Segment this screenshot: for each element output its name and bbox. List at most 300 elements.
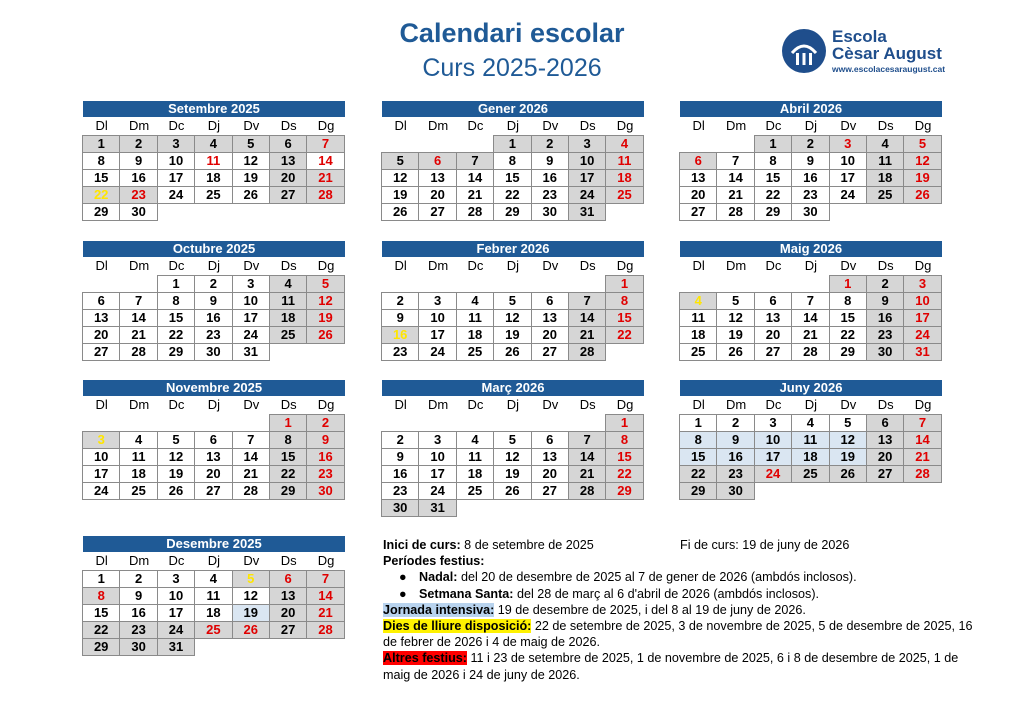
- calendar-legend: [383, 537, 983, 683]
- day-cell: 26: [716, 343, 754, 361]
- day-cell: 2: [194, 275, 232, 293]
- course-start: Inici de curs: 8 de setembre de 2025: [383, 538, 594, 552]
- day-cell: 12: [232, 152, 270, 170]
- course-end: Fi de curs: 19 de juny de 2026: [680, 538, 850, 552]
- page-subtitle: Curs 2025-2026: [422, 54, 602, 82]
- day-cell: 18: [119, 465, 157, 483]
- day-cell: 12: [493, 309, 531, 327]
- month-calendar: [680, 380, 942, 499]
- day-cell: 6: [866, 414, 904, 432]
- weekday-label: Dj: [804, 258, 817, 273]
- day-cell: 23: [194, 326, 232, 344]
- day-cell: 7: [568, 292, 606, 310]
- day-cell: 23: [119, 621, 157, 639]
- day-cell: 30: [119, 203, 157, 221]
- day-grid: [83, 135, 345, 220]
- day-cell: 11: [269, 292, 307, 310]
- empty-cell: [418, 275, 456, 293]
- day-cell: 14: [716, 169, 754, 187]
- day-cell: 5: [903, 135, 941, 153]
- day-cell: 22: [82, 621, 120, 639]
- empty-cell: [568, 275, 606, 293]
- weekday-label: Dm: [128, 258, 150, 273]
- day-cell: 13: [418, 169, 456, 187]
- day-cell: 14: [791, 309, 829, 327]
- day-cell: 22: [493, 186, 531, 204]
- empty-cell: [381, 135, 419, 153]
- day-cell: 13: [269, 152, 307, 170]
- day-cell: 26: [903, 186, 941, 204]
- month-title: Octubre 2025: [83, 241, 345, 257]
- weekday-label: Dc: [168, 397, 185, 412]
- weekday-label: Ds: [280, 118, 297, 133]
- day-cell: 27: [754, 343, 792, 361]
- day-cell: 20: [754, 326, 792, 344]
- day-cell: 9: [791, 152, 829, 170]
- weekday-label: Dg: [616, 258, 634, 273]
- day-cell: 3: [754, 414, 792, 432]
- day-cell: 18: [605, 169, 643, 187]
- day-cell: 16: [381, 465, 419, 483]
- day-cell: 17: [82, 465, 120, 483]
- day-cell: 11: [456, 309, 494, 327]
- day-cell: 21: [791, 326, 829, 344]
- day-cell: 11: [791, 431, 829, 449]
- day-cell: 14: [456, 169, 494, 187]
- month-calendar: [83, 536, 345, 655]
- day-cell: 2: [119, 135, 157, 153]
- day-cell: 31: [232, 343, 270, 361]
- empty-cell: [82, 275, 120, 293]
- weekday-label: Dj: [506, 258, 519, 273]
- day-cell: 28: [232, 482, 270, 500]
- day-cell: 7: [903, 414, 941, 432]
- day-cell: 15: [829, 309, 867, 327]
- day-cell: 10: [568, 152, 606, 170]
- weekday-label: Ds: [579, 258, 596, 273]
- day-cell: 18: [866, 169, 904, 187]
- day-cell: 1: [829, 275, 867, 293]
- day-cell: 13: [194, 448, 232, 466]
- day-cell: 1: [679, 414, 717, 432]
- day-cell: 11: [194, 152, 232, 170]
- day-cell: 15: [493, 169, 531, 187]
- weekday-label: Dc: [765, 118, 782, 133]
- day-cell: 25: [194, 621, 232, 639]
- day-cell: 5: [381, 152, 419, 170]
- day-grid: [83, 414, 345, 499]
- day-cell: 2: [381, 292, 419, 310]
- day-cell: 10: [418, 309, 456, 327]
- day-cell: 10: [754, 431, 792, 449]
- day-cell: 10: [157, 587, 195, 605]
- day-cell: 13: [531, 448, 569, 466]
- weekday-label: Dl: [95, 397, 108, 412]
- day-cell: 30: [866, 343, 904, 361]
- weekday-header: [680, 396, 942, 414]
- weekday-label: Dc: [765, 397, 782, 412]
- day-cell: 19: [493, 326, 531, 344]
- weekday-label: Dc: [467, 258, 484, 273]
- day-cell: 16: [194, 309, 232, 327]
- day-cell: 18: [194, 169, 232, 187]
- day-cell: 21: [716, 186, 754, 204]
- day-cell: 4: [791, 414, 829, 432]
- logo-name-line2: Cèsar August: [832, 44, 942, 63]
- day-cell: 1: [754, 135, 792, 153]
- day-cell: 22: [82, 186, 120, 204]
- day-cell: 7: [306, 135, 344, 153]
- weekday-label: Dj: [506, 118, 519, 133]
- month-calendar: [83, 380, 345, 499]
- day-cell: 28: [119, 343, 157, 361]
- day-cell: 12: [306, 292, 344, 310]
- day-cell: 20: [418, 186, 456, 204]
- day-cell: 25: [866, 186, 904, 204]
- day-cell: 27: [82, 343, 120, 361]
- day-cell: 4: [194, 135, 232, 153]
- day-cell: 29: [493, 203, 531, 221]
- day-cell: 26: [493, 343, 531, 361]
- day-cell: 19: [306, 309, 344, 327]
- day-cell: 9: [716, 431, 754, 449]
- day-cell: 22: [269, 465, 307, 483]
- weekday-label: Dv: [243, 118, 260, 133]
- day-cell: 15: [605, 309, 643, 327]
- day-cell: 11: [194, 587, 232, 605]
- weekday-label: Dj: [207, 553, 220, 568]
- day-cell: 16: [306, 448, 344, 466]
- empty-cell: [456, 414, 494, 432]
- day-cell: 15: [269, 448, 307, 466]
- day-cell: 3: [157, 135, 195, 153]
- weekday-label: Dg: [914, 118, 932, 133]
- weekday-label: Dm: [725, 118, 747, 133]
- month-title: Maig 2026: [680, 241, 942, 257]
- weekday-header: [83, 396, 345, 414]
- day-cell: 23: [716, 465, 754, 483]
- day-cell: 17: [754, 448, 792, 466]
- day-cell: 7: [232, 431, 270, 449]
- day-cell: 11: [866, 152, 904, 170]
- day-cell: 6: [82, 292, 120, 310]
- empty-cell: [232, 414, 270, 432]
- day-cell: 11: [456, 448, 494, 466]
- day-cell: 16: [791, 169, 829, 187]
- day-cell: 12: [381, 169, 419, 187]
- empty-cell: [418, 414, 456, 432]
- day-cell: 29: [679, 482, 717, 500]
- day-cell: 24: [903, 326, 941, 344]
- day-cell: 4: [456, 431, 494, 449]
- weekday-label: Dg: [317, 118, 335, 133]
- weekday-label: Dm: [128, 397, 150, 412]
- day-cell: 23: [381, 343, 419, 361]
- day-cell: 25: [269, 326, 307, 344]
- day-cell: 24: [418, 482, 456, 500]
- day-cell: 24: [157, 621, 195, 639]
- month-title: Desembre 2025: [83, 536, 345, 552]
- day-cell: 9: [194, 292, 232, 310]
- day-cell: 26: [157, 482, 195, 500]
- day-cell: 23: [866, 326, 904, 344]
- day-cell: 11: [605, 152, 643, 170]
- day-cell: 22: [605, 465, 643, 483]
- weekday-label: Dm: [725, 258, 747, 273]
- day-cell: 19: [716, 326, 754, 344]
- day-cell: 2: [531, 135, 569, 153]
- empty-cell: [716, 135, 754, 153]
- day-grid: [83, 275, 345, 360]
- day-cell: 13: [531, 309, 569, 327]
- empty-cell: [381, 414, 419, 432]
- day-cell: 5: [493, 292, 531, 310]
- day-cell: 7: [568, 431, 606, 449]
- day-cell: 20: [269, 169, 307, 187]
- empty-cell: [679, 275, 717, 293]
- day-cell: 6: [418, 152, 456, 170]
- day-cell: 8: [157, 292, 195, 310]
- weekday-label: Dv: [840, 397, 857, 412]
- day-cell: 3: [568, 135, 606, 153]
- day-cell: 18: [456, 465, 494, 483]
- weekday-label: Dj: [207, 258, 220, 273]
- day-cell: 12: [829, 431, 867, 449]
- weekday-label: Dl: [394, 118, 407, 133]
- day-cell: 24: [829, 186, 867, 204]
- month-calendar: [680, 101, 942, 220]
- day-cell: 21: [903, 448, 941, 466]
- empty-cell: [716, 275, 754, 293]
- logo-url: www.escolacesaraugust.cat: [832, 64, 946, 74]
- day-cell: 11: [119, 448, 157, 466]
- day-cell: 7: [306, 570, 344, 588]
- day-cell: 14: [119, 309, 157, 327]
- day-cell: 20: [531, 465, 569, 483]
- weekday-label: Dg: [317, 553, 335, 568]
- empty-cell: [82, 414, 120, 432]
- day-cell: 18: [269, 309, 307, 327]
- day-cell: 2: [866, 275, 904, 293]
- day-cell: 1: [157, 275, 195, 293]
- day-cell: 4: [194, 570, 232, 588]
- day-cell: 27: [531, 343, 569, 361]
- day-cell: 1: [605, 275, 643, 293]
- day-cell: 6: [194, 431, 232, 449]
- day-cell: 5: [157, 431, 195, 449]
- weekday-label: Dg: [914, 258, 932, 273]
- weekday-label: Ds: [579, 118, 596, 133]
- weekday-header: [680, 117, 942, 135]
- day-cell: 20: [194, 465, 232, 483]
- day-cell: 14: [568, 448, 606, 466]
- day-cell: 14: [306, 152, 344, 170]
- weekday-label: Dl: [692, 118, 705, 133]
- day-cell: 26: [493, 482, 531, 500]
- day-cell: 19: [493, 465, 531, 483]
- day-cell: 18: [456, 326, 494, 344]
- day-cell: 23: [531, 186, 569, 204]
- day-cell: 29: [157, 343, 195, 361]
- day-cell: 29: [829, 343, 867, 361]
- weekday-label: Dg: [317, 397, 335, 412]
- day-cell: 30: [306, 482, 344, 500]
- day-cell: 16: [716, 448, 754, 466]
- weekday-label: Dj: [804, 397, 817, 412]
- weekday-label: Dj: [207, 118, 220, 133]
- day-cell: 8: [82, 152, 120, 170]
- day-cell: 21: [456, 186, 494, 204]
- day-cell: 28: [568, 343, 606, 361]
- weekday-label: Dl: [692, 258, 705, 273]
- empty-cell: [194, 414, 232, 432]
- weekday-label: Dj: [207, 397, 220, 412]
- weekday-label: Dg: [914, 397, 932, 412]
- day-cell: 21: [232, 465, 270, 483]
- weekday-label: Dm: [725, 397, 747, 412]
- day-cell: 3: [418, 292, 456, 310]
- month-calendar: [382, 380, 644, 516]
- empty-cell: [157, 414, 195, 432]
- weekday-label: Ds: [877, 258, 894, 273]
- empty-cell: [791, 275, 829, 293]
- day-cell: 14: [306, 587, 344, 605]
- day-cell: 14: [568, 309, 606, 327]
- day-cell: 19: [381, 186, 419, 204]
- day-cell: 2: [791, 135, 829, 153]
- day-cell: 6: [269, 570, 307, 588]
- day-cell: 1: [493, 135, 531, 153]
- logo-emblem-icon: [782, 29, 826, 73]
- intensive-day-info: Jornada intensiva: 19 de desembre de 2025, i del 8 al 19 de juny de 2026.: [383, 602, 806, 617]
- day-cell: 24: [82, 482, 120, 500]
- day-cell: 8: [829, 292, 867, 310]
- day-cell: 7: [791, 292, 829, 310]
- day-cell: 26: [381, 203, 419, 221]
- day-cell: 26: [232, 621, 270, 639]
- day-cell: 15: [82, 169, 120, 187]
- day-cell: 4: [269, 275, 307, 293]
- day-cell: 28: [791, 343, 829, 361]
- month-title: Març 2026: [382, 380, 644, 396]
- day-cell: 13: [269, 587, 307, 605]
- weekday-header: [83, 552, 345, 570]
- day-cell: 27: [679, 203, 717, 221]
- day-cell: 20: [866, 448, 904, 466]
- day-cell: 16: [381, 326, 419, 344]
- weekday-label: Dl: [95, 258, 108, 273]
- weekday-label: Dj: [804, 118, 817, 133]
- day-cell: 30: [791, 203, 829, 221]
- day-cell: 16: [866, 309, 904, 327]
- day-cell: 21: [306, 604, 344, 622]
- day-cell: 30: [194, 343, 232, 361]
- empty-cell: [531, 275, 569, 293]
- day-cell: 15: [605, 448, 643, 466]
- other-holidays-info: Altres festius: 11 i 23 de setembre de 2025, 1 de novembre de 2025, 6 i 8 de desembre de 2025, 1 de maig de 2026 i 24 de juny de 2026.: [383, 651, 959, 682]
- day-cell: 27: [269, 186, 307, 204]
- day-cell: 17: [418, 465, 456, 483]
- day-cell: 1: [82, 135, 120, 153]
- day-cell: 11: [679, 309, 717, 327]
- day-cell: 5: [232, 135, 270, 153]
- day-cell: 6: [679, 152, 717, 170]
- day-cell: 16: [119, 604, 157, 622]
- day-cell: 25: [456, 343, 494, 361]
- empty-cell: [493, 275, 531, 293]
- day-cell: 5: [232, 570, 270, 588]
- month-calendar: [680, 241, 942, 360]
- day-cell: 27: [866, 465, 904, 483]
- day-cell: 19: [232, 604, 270, 622]
- day-cell: 12: [903, 152, 941, 170]
- day-cell: 29: [82, 638, 120, 656]
- weekday-header: [382, 257, 644, 275]
- day-cell: 28: [306, 621, 344, 639]
- day-cell: 1: [82, 570, 120, 588]
- weekday-label: Dc: [168, 258, 185, 273]
- day-cell: 27: [531, 482, 569, 500]
- day-cell: 31: [903, 343, 941, 361]
- month-title: Gener 2026: [382, 101, 644, 117]
- day-cell: 12: [493, 448, 531, 466]
- day-cell: 6: [754, 292, 792, 310]
- weekday-label: Dv: [840, 118, 857, 133]
- day-cell: 17: [568, 169, 606, 187]
- holiday-periods-label: Períodes festius:: [383, 554, 485, 569]
- day-cell: 15: [157, 309, 195, 327]
- day-cell: 21: [306, 169, 344, 187]
- day-cell: 2: [306, 414, 344, 432]
- day-cell: 22: [829, 326, 867, 344]
- day-cell: 8: [679, 431, 717, 449]
- day-cell: 26: [829, 465, 867, 483]
- day-cell: 25: [605, 186, 643, 204]
- day-grid: [680, 414, 942, 499]
- day-cell: 13: [866, 431, 904, 449]
- weekday-label: Dc: [168, 553, 185, 568]
- weekday-label: Ds: [877, 118, 894, 133]
- month-title: Febrer 2026: [382, 241, 644, 257]
- day-cell: 28: [903, 465, 941, 483]
- month-calendar: [382, 101, 644, 220]
- day-cell: 22: [157, 326, 195, 344]
- month-title: Juny 2026: [680, 380, 942, 396]
- weekday-label: Dv: [243, 553, 260, 568]
- day-cell: 31: [568, 203, 606, 221]
- day-cell: 10: [829, 152, 867, 170]
- day-cell: 21: [119, 326, 157, 344]
- weekday-label: Ds: [280, 258, 297, 273]
- weekday-label: Dv: [542, 118, 559, 133]
- day-cell: 19: [232, 169, 270, 187]
- weekday-header: [680, 257, 942, 275]
- day-cell: 14: [232, 448, 270, 466]
- day-cell: 10: [82, 448, 120, 466]
- day-cell: 17: [232, 309, 270, 327]
- weekday-header: [83, 117, 345, 135]
- day-cell: 6: [531, 292, 569, 310]
- empty-cell: [381, 275, 419, 293]
- day-cell: 27: [418, 203, 456, 221]
- empty-cell: [119, 414, 157, 432]
- day-cell: 29: [754, 203, 792, 221]
- day-cell: 24: [157, 186, 195, 204]
- empty-cell: [456, 135, 494, 153]
- day-cell: 8: [754, 152, 792, 170]
- logo-name-line1: Escola: [832, 27, 887, 46]
- day-cell: 23: [381, 482, 419, 500]
